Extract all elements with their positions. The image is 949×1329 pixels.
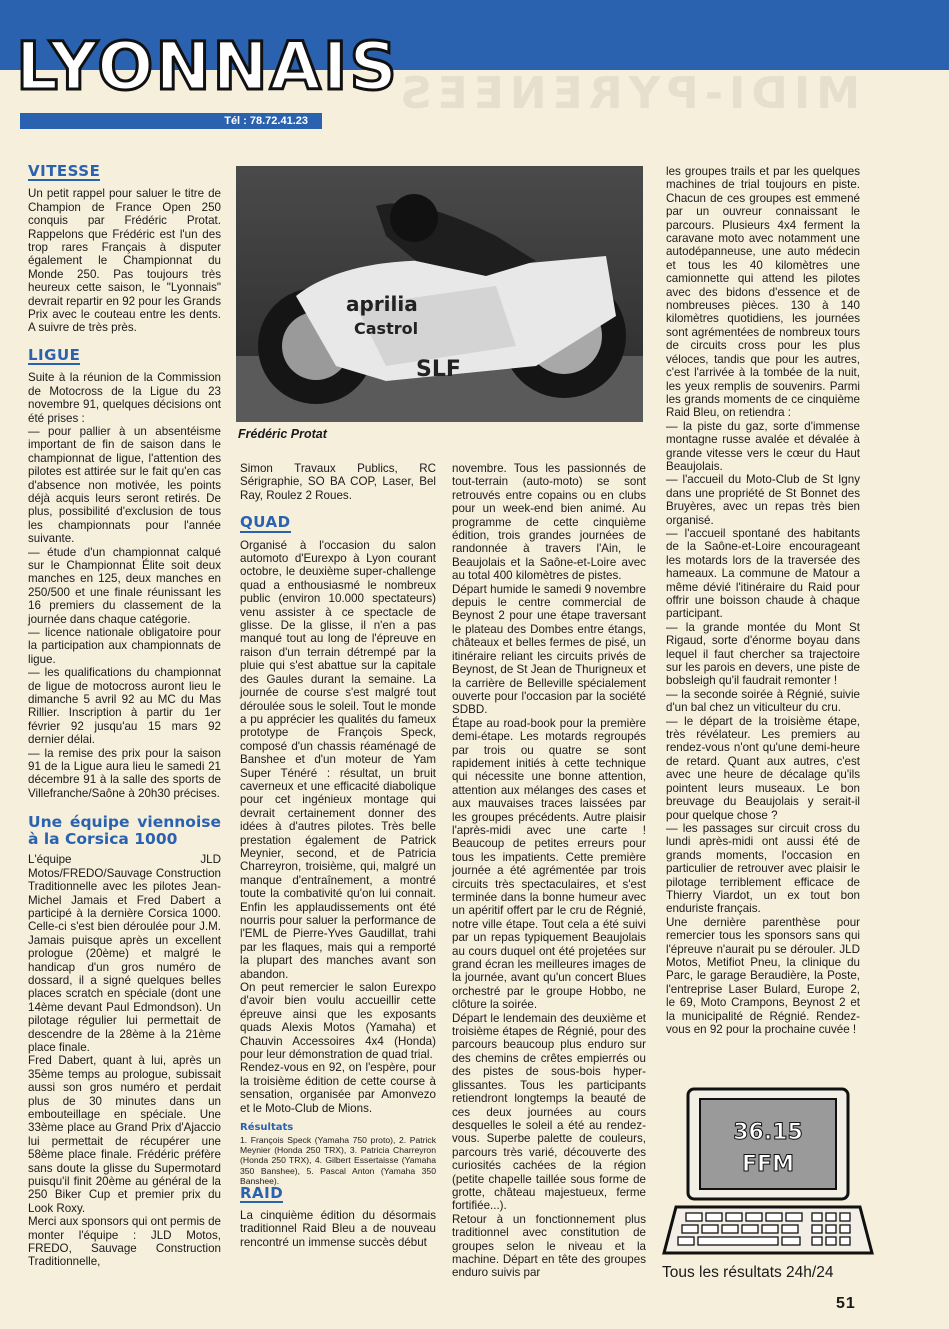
raid-paragraph: Une dernière parenthèse pour remercier tous les sponsors sans qui l'épreuve n'aurait pu se dérouler. JLD Motos, Metifiot Pneu, la clinique du Parc, le garage Beraudière, la Poste, l'entreprise Laser Bulard, Europe 2, le 69, Moto Crampons, Beynost 2 et la municipalité de Régnié. Rendez-vous en 92 pour la prochaine cuvée !	[666, 915, 860, 1036]
photo-caption: Frédéric Protat	[238, 427, 327, 441]
raid-paragraph: novembre. Tous les passionnés de tout-terrain (auto-moto) se sont retrouvés entre copains ou en clubs pour un week-end bien animé. Au programme de cette cinquième édition, trois grandes journées de randonnée à travers l'Ain, le Beaujolais et la Saône-et-Loire avec au total 400 kilomètres de pistes.	[452, 462, 646, 583]
raid-paragraph: — la grande montée du Mont St Rigaud, sorte d'énorme boyau dans lequel il faut chercher sa trajectoire sur les parois en devers, une piste de bobsleigh qu'il faudrait remonter !	[666, 620, 860, 688]
raid-paragraph: Retour à un fonctionnement plus traditionnel avec constitution de groupes selon le niveau et la machine. Départ en tête des groupes enduro suivis par	[452, 1212, 646, 1280]
corsica-paragraph: Merci aux sponsors qui ont permis de monter l'équipe : JLD Motos, FREDO, Sauvage Construction Traditionnelle,	[28, 1215, 221, 1269]
corsica-continuation: Simon Travaux Publics, RC Sérigraphie, SO BA COP, Laser, Bel Ray, Roulez 2 Roues.	[240, 462, 436, 502]
column-2	[240, 462, 436, 1249]
results-heading: Résultats	[240, 1122, 294, 1134]
minitel-line2: FFM	[742, 1152, 794, 1177]
ligue-paragraph: — licence nationale obligatoire pour la participation aux championnats de ligue.	[28, 626, 221, 666]
raid-paragraph: — l'accueil spontané des habitants de la Saône-et-Loire encourageant les motards lors de la traversée des hameaux. La commune de Matour a même dévié l'itinéraire du Raid pour offrir une boisson chaude à chaque participant.	[666, 526, 860, 621]
page-title: LYONNAIS	[16, 28, 399, 105]
svg-text:Castrol: Castrol	[354, 319, 419, 338]
raid-paragraph: — les passages sur circuit cross du lundi après-midi ont aussi été de grands moments, l'occasion en particulier de retrouver avec plaisir le pilotage terriblement efficace de Thierry Viardot, un ex tout bon enduriste français.	[666, 821, 860, 916]
quad-paragraph: Rendez-vous en 92, on l'espère, pour la troisième édition de cette course à sensation, organisée par Amonvezo et le Moto-Club de Mions.	[240, 1061, 436, 1115]
quad-paragraph: On peut remercier le salon Eurexpo d'avoir bien voulu accueillir cette épreuve ainsi que les exposants quads Alexis Motos (Yamaha) et Chauvin Accessoires 4x4 (Honda) pour leur démonstration de quad trial.	[240, 981, 436, 1062]
vitesse-text: Un petit rappel pour saluer le titre de Champion de France Open 250 conquis par Frédéric Protat. Rappelons que Frédéric est l'un des trop rares Français à disputer également le Championnat du Monde 250. Pas toujours très heureux cette saison, le "Lyonnais" devrait repartir en 92 pour les Grands Prix avec le couteau entre les dents. A suivre de très près.	[28, 187, 221, 335]
results-list: 1. François Speck (Yamaha 750 proto), 2. Patrick Meynier (Honda 250 TRX), 3. Patricia Charreyron (Honda 250 TRX), 4. Gilbert Essertaisse (Yamaha 350 Banshee), 5. Pascal Anton (Yamaha 350 Banshee).	[240, 1134, 436, 1187]
svg-text:SLF: SLF	[416, 357, 461, 382]
raid-paragraph: Départ le lendemain des deuxième et troisième étapes de Régnié, pour des parcours beaucoup plus enduro sur des chemins de crêtes empierrés ou des pistes de sous-bois hyper-glissantes. Tous les participants retiendront longtemps la beauté de ces deux journées au cours desquelles le soleil a été au rendez-vous. Superbe palette de couleurs, parcours très varié, découverte des curiosités cachées de la région (petite chapelle taillée sous forme de grotte, château majestueux, ferme fortifiée...).	[452, 1011, 646, 1213]
ligue-paragraph: — les qualifications du championnat de ligue de motocross auront lieu le dimanche 5 avril 92 au MC du Mas Rillier. Inscription à partir du 1er février 92 jusqu'au 15 mars 92 dernier délai.	[28, 666, 221, 747]
section-heading-raid: RAID	[240, 1183, 284, 1202]
svg-text:aprilia: aprilia	[346, 292, 418, 316]
column-3	[452, 462, 646, 1280]
ligue-paragraph: Suite à la réunion de la Commission de Motocross de la Ligue du 23 novembre 91, quelques décisions ont été prises :	[28, 371, 221, 425]
raid-paragraph: — la seconde soirée à Régnié, suivie d'un bal chez un viticulteur du cru.	[666, 687, 860, 715]
raid-paragraph: La cinquième édition du désormais traditionnel Raid Bleu a de nouveau rencontré un immense succès début	[240, 1208, 436, 1249]
raid-paragraph: — l'accueil du Moto-Club de St Igny dans une propriété de St Bonnet des Bruyères, avec un repas très bien organisé.	[666, 473, 860, 527]
section-heading-quad: QUAD	[240, 513, 291, 532]
section-heading-ligue: LIGUE	[28, 345, 81, 364]
raid-paragraph: Départ humide le samedi 9 novembre depuis le centre commercial de Beynost 2 pour une étape traversant le plateau des Dombes entre étangs, châteaux et belles fermes de pisé, un itinéraire reliant les circuits privés de Beynost, de St Jean de Thurigneux et la carrière de Belleville spécialement ouverte pour l'occasion par la société SDBD.	[452, 582, 646, 717]
minitel-terminal-icon	[662, 1085, 874, 1257]
minitel-line1: 36.15	[733, 1120, 803, 1145]
ligue-paragraph: — pour pallier à un absentéisme important de fin de saison dans le championnat de ligue, l'attention des pilotes est attirée sur le fait qu'en cas d'absence non motivée, les points déjà acquis leurs seront retirés. De plus, possibilité d'exclusion de tous les championnats pour l'année suivante.	[28, 424, 221, 546]
motorcycle-photo	[236, 166, 643, 422]
quad-paragraph: Organisé à l'occasion du salon automoto d'Eurexpo à Lyon courant octobre, le deuxième super-challenge quad a enthousiasmé le nombreux public (environ 10.000 spectateurs) venu assister à ce spectacle de glisse. De la glisse, il n'en a pas manqué tout au long de l'épreuve en raison d'un terrain détrempé par la pluie qui s'est abattue sur la capitale des Gaules durant la semaine. La journée de course s'est malgré tout déroulée sous le soleil. Tout le monde a pu apprécier les qualités du fameux prototype de François Speck, composé d'un chassis réaménagé de Banshee et d'un moteur de Yam Super Ténéré : résultat, un bruit caverneux et une efficacité diabolique pour cet ingénieux montage qui devrait certainement donner des idées à d'autres pilotes. Très belle prestation également de Patrick Meynier, second, et de Patricia Charreyron, troisième, qui, malgré un manque d'entraînement, a montré toute la combativité qu'on lui connait. Enfin les applaudissements ont été nourris pour saluer la performance de l'EML de Pierre-Yves Gaudillat, trahi par les flaques, mais qui a remporté la plupart des manches avant son abandon.	[240, 538, 436, 981]
raid-paragraph: les groupes trails et par les quelques machines de trial toujours en piste. Chacun de ces groupes est emmené par un ouvreur connaissant le parcours. Plusieurs 4x4 ferment la caravane moto avec notamment une autodépanneuse, une auto médecin et tous les 40 kilomètres une camionnette qui attend les pilotes avec des bidons d'essence et de nombreuses pièces. 130 à 140 kilomètres quotidiens, les journées sont agrémentées de nombreux tours de circuits cross pour les plus véloces, tandis que pour les autres, c'est l'arrivée à la tombée de la nuit, les yeux remplis de souvenirs. Parmi les grands moments de ce cinquième Raid Bleu, on retiendra :	[666, 165, 860, 420]
page-number: 51	[836, 1295, 856, 1312]
raid-paragraph: — le départ de la troisième étape, très révélateur. Les premiers au rendez-vous n'ont qu'une demi-heure de retard. Quant aux autres, c'est avec une heure de décalage qu'ils pointent leurs museaux. Le bon breuvage du Beaujolais y serait-il pour quelque chose ?	[666, 714, 860, 822]
raid-paragraph: — la piste du gaz, sorte d'immense montagne russe avalée et dévalée à grande vitesse vers le cœur du Haut Beaujolais.	[666, 419, 860, 473]
phone-number: Tél : 78.72.41.23	[20, 113, 322, 129]
column-4	[666, 165, 860, 1036]
raid-paragraph: Étape au road-book pour la première demi-étape. Les motards regroupés par trois ou quatre se sont rapidement initiés à cette technique qui nécessite une bonne attention, attention aux mélanges des cases et aux mauvaises traces laissées par les groupes précédents. Autre plaisir l'après-midi avec une carte ! Beaucoup de petites erreurs pour tous les impatients. Cette première journée a été agrémentée par trois circuits très spectaculaires, et s'est terminée dans la bonne humeur avec un apéritif offert par le cru de Régnié, notre ville étape. Tout cela a été suivi par un repas typiquement Beaujolais au cours duquel ont été projetées sur grand écran les meilleures images de la journée, avant qu'un concert Blues orchestré par le groupe Hobbo, ne clôture la soirée.	[452, 716, 646, 1012]
minitel-caption: Tous les résultats 24h/24	[662, 1264, 834, 1281]
column-1	[28, 162, 221, 1269]
ligue-paragraph: — étude d'un championnat calqué sur le Championnat Élite soit deux manches en 125, deux manches en 250/500 et une finale réunissant les 16 premiers du classement de la journée dans chaque catégorie.	[28, 545, 221, 626]
ligue-paragraph: — la remise des prix pour la saison 91 de la Ligue aura lieu le samedi 21 décembre 91 à la salle des sports de Villefranche/Saône à 20h30 précises.	[28, 746, 221, 800]
corsica-paragraph: L'équipe JLD Motos/FREDO/Sauvage Construction Traditionnelle avec les pilotes Jean-Michel Jamais et Fred Dabert a participé à la dernière Corsica 1000. Celle-ci s'est bien déroulée pour J.M. Jamais puisque après un excellent prologue (20ème) et malgré le handicap d'un gros numéro de dossard, il a signé quelques belles places scratch en spéciale (dont une 14ème devant Paul Edmondson). Un pilotage régulier lui permettait de descendre de la 28ème à la 21ème place finale.	[28, 853, 221, 1054]
section-heading-corsica: Une équipe viennoise à la Corsica 1000	[28, 813, 221, 849]
section-heading-vitesse: VITESSE	[28, 162, 101, 180]
show-through-text: MIDI-PYRENEES	[394, 68, 860, 119]
corsica-paragraph: Fred Dabert, quant à lui, après un 35ème temps au prologue, subissait aussi son gros numéro et perdait plus de 30 minutes dans un embouteillage en spéciale. Une 33ème place au Grand Prix d'Ajaccio lui permettait de récupérer une 58ème place finale. Frédéric préfère sans doute la glisse du Supermotard puisqu'il finit 20ème au général de la 250 Biker Cup et premier prix du Look Roxy.	[28, 1054, 221, 1215]
racer-illustration	[236, 166, 643, 422]
